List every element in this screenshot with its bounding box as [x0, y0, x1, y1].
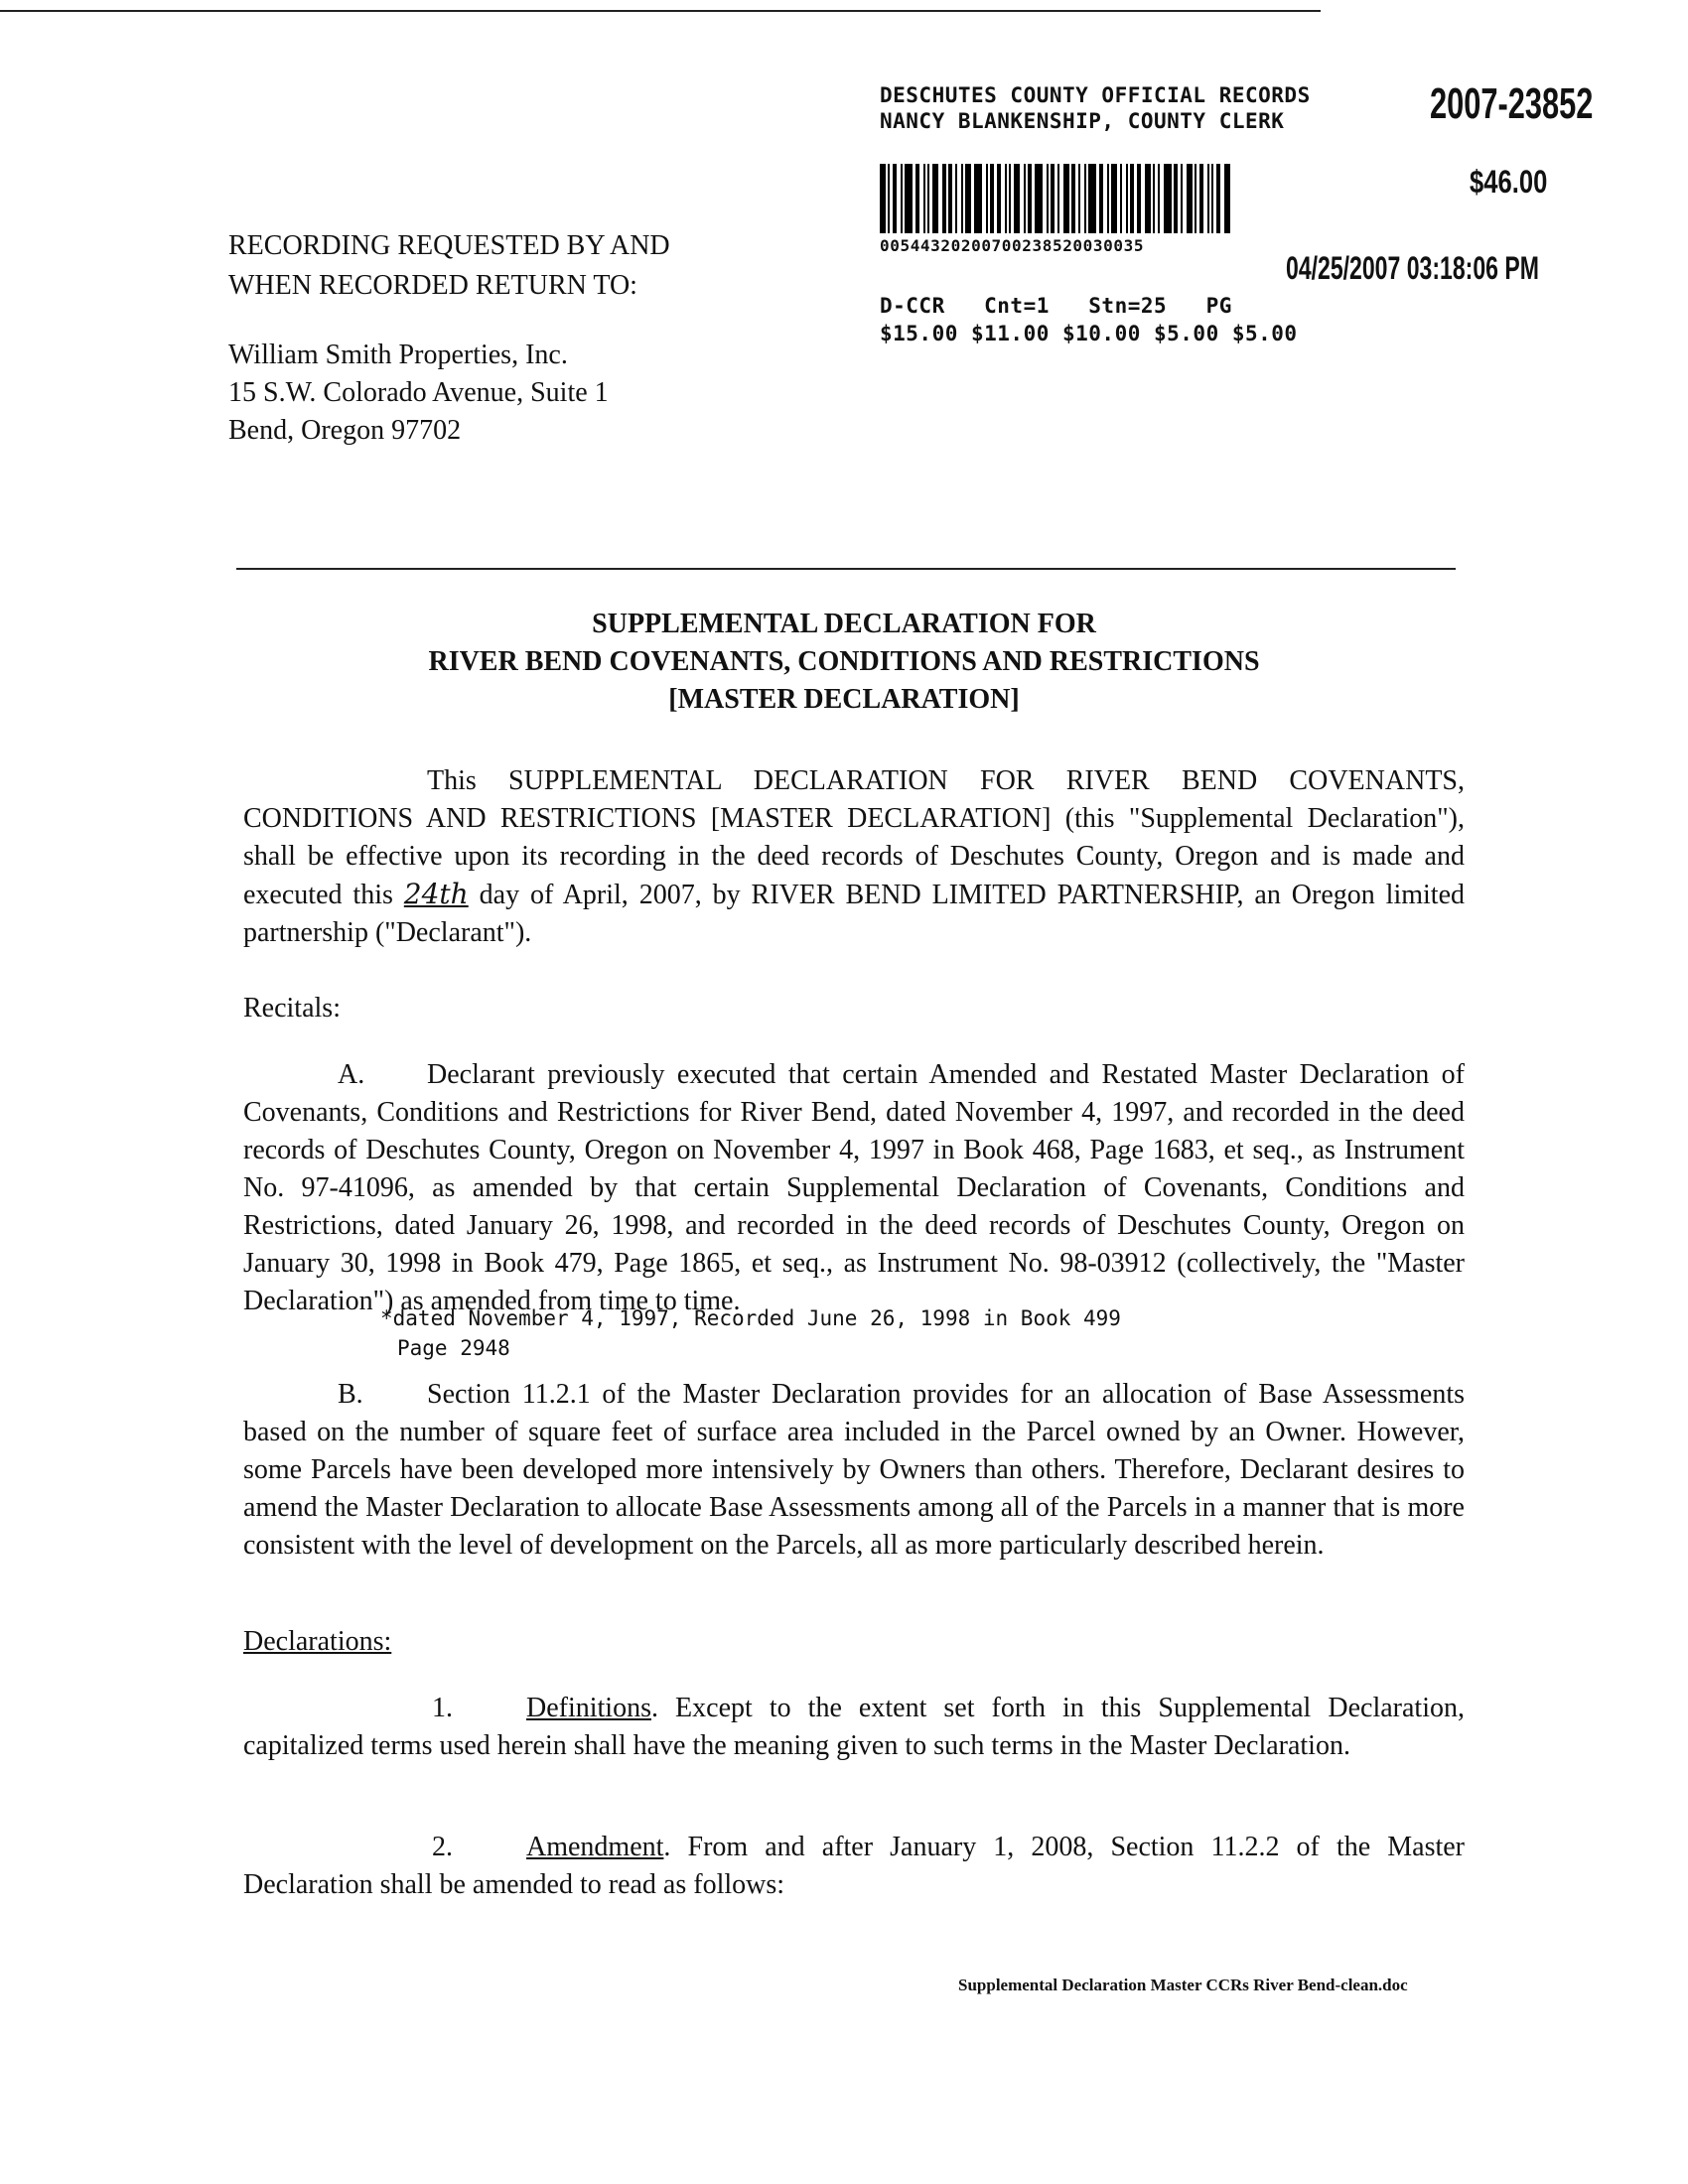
recital-a	[243, 1056, 1465, 1320]
barcode-bar	[1057, 164, 1059, 233]
barcode-bar	[1051, 164, 1055, 233]
barcode-bar	[1005, 164, 1007, 233]
barcode-bar	[1063, 164, 1069, 233]
barcode-digits: 00544320200700238520030035	[880, 236, 1145, 255]
title-line2: RIVER BEND COVENANTS, CONDITIONS AND RESTRICTIONS	[428, 646, 1260, 677]
barcode-bar	[1078, 164, 1080, 233]
stamp-codes-line: D-CCR Cnt=1 Stn=25 PG	[880, 294, 1232, 318]
barcode-bar	[990, 164, 994, 233]
barcode-bar	[1071, 164, 1075, 233]
barcode-bar	[1035, 164, 1043, 233]
return-name: William Smith Properties, Inc.	[228, 340, 568, 370]
barcode-bar	[942, 164, 946, 233]
barcode-bar	[1120, 164, 1122, 233]
barcode-bar	[1158, 164, 1160, 233]
barcode-bar	[1216, 164, 1220, 233]
barcode-bar	[932, 164, 938, 233]
document-number: 2007-23852	[1430, 79, 1594, 128]
recital-a-typed-correction-line2: Page 2948	[397, 1336, 510, 1360]
barcode-bar	[1084, 164, 1086, 233]
intro-text-before: This SUPPLEMENTAL DECLARATION FOR RIVER BEND COVENANTS, CONDITIONS AND RESTRICTIONS [MASTER DECLARATION] (this "Supplemental Declaration"), shall be effective upon its recording in the deed records of Deschutes County, Oregon and is made and executed this	[243, 765, 1465, 910]
barcode-bar	[1024, 164, 1026, 233]
recital-b	[243, 1376, 1465, 1565]
barcode-bar	[905, 164, 913, 233]
title-line3: [MASTER DECLARATION]	[668, 684, 1020, 715]
item-1-text: . Except to the extent set forth in this Supplemental Declaration, capitalized terms used herein shall have the meaning given to such terms in the Master Declaration.	[243, 1693, 1465, 1761]
barcode-bar	[948, 164, 952, 233]
barcode-bar	[880, 164, 886, 233]
barcode-bar	[1181, 164, 1183, 233]
footer-filename: Supplemental Declaration Master CCRs River Bend-clean.doc	[958, 1976, 1408, 1994]
intro-paragraph	[243, 762, 1465, 952]
barcode-bar	[1088, 164, 1096, 233]
return-heading-line1: RECORDING REQUESTED BY AND	[228, 230, 670, 261]
barcode-bar	[1207, 164, 1209, 233]
intro-text-after: day of April, 2007, by RIVER BEND LIMITED PARTNERSHIP, an Oregon limited partnership ("Declarant").	[243, 880, 1465, 948]
barcode-bar	[997, 164, 1001, 233]
total-fee: $46.00	[1470, 164, 1548, 200]
barcode-bar	[965, 164, 971, 233]
barcode-bar	[901, 164, 903, 233]
stamp-clerk-line: NANCY BLANKENSHIP, COUNTY CLERK	[880, 109, 1285, 133]
item-2-number: 2.	[432, 1832, 453, 1862]
intro-day-handwritten: 24th	[403, 878, 469, 910]
header-divider	[236, 568, 1456, 570]
barcode-bar	[1009, 164, 1011, 233]
title-line1: SUPPLEMENTAL DECLARATION FOR	[592, 609, 1096, 639]
declarations-heading: Declarations:	[243, 1626, 392, 1657]
barcode-bar	[1014, 164, 1020, 233]
barcode-bar	[1047, 164, 1049, 233]
declaration-item-1	[243, 1690, 1465, 1765]
barcode-bar	[893, 164, 897, 233]
item-2-text: . From and after January 1, 2008, Section 11.2.2 of the Master Declaration shall be amended to read as follows:	[243, 1832, 1465, 1900]
barcode-bar	[1028, 164, 1032, 233]
barcode-bar	[1153, 164, 1155, 233]
item-1-number: 1.	[432, 1693, 453, 1723]
barcode-bar	[1145, 164, 1151, 233]
recital-b-letter: B.	[338, 1379, 363, 1410]
recital-a-letter: A.	[338, 1059, 365, 1090]
barcode-image	[880, 164, 1376, 233]
barcode-bar	[1199, 164, 1203, 233]
return-street: 15 S.W. Colorado Avenue, Suite 1	[228, 377, 609, 408]
barcode-bar	[927, 164, 929, 233]
barcode-bar	[1224, 164, 1230, 233]
barcode-bar	[1099, 164, 1103, 233]
recitals-heading: Recitals:	[243, 993, 341, 1024]
return-city: Bend, Oregon 97702	[228, 415, 462, 446]
barcode-bar	[1130, 164, 1134, 233]
barcode-bar	[974, 164, 982, 233]
barcode-bar	[915, 164, 919, 233]
declaration-item-2	[243, 1829, 1465, 1904]
barcode-bar	[1137, 164, 1141, 233]
barcode-bar	[986, 164, 988, 233]
barcode-bar	[1107, 164, 1109, 233]
barcode-bar	[961, 164, 963, 233]
document-title	[238, 606, 1450, 719]
barcode-bar	[1174, 164, 1178, 233]
top-rule	[0, 10, 1321, 12]
stamp-fees-line: $15.00 $11.00 $10.00 $5.00 $5.00	[880, 322, 1298, 345]
stamp-office-line: DESCHUTES COUNTY OFFICIAL RECORDS	[880, 83, 1311, 107]
item-2-heading: Amendment	[526, 1832, 664, 1862]
return-heading-line2: WHEN RECORDED RETURN TO:	[228, 270, 637, 301]
barcode-bar	[888, 164, 890, 233]
barcode-bar	[1187, 164, 1193, 233]
recorded-datetime: 04/25/2007 03:18:06 PM	[1286, 250, 1539, 286]
barcode-bar	[1164, 164, 1172, 233]
recital-a-text: Declarant previously executed that certain Amended and Restated Master Declaration of Covenants, Conditions and Restrictions for River Bend, dated November 4, 1997, and recorded in the deed records of Deschutes County, Oregon on November 4, 1997 in Book 468, Page 1683, et seq., as Instrument No. 97-41096, as amended by that certain Supplemental Declaration of Covenants, Conditions and Restrictions, dated January 26, 1998, and recorded in the deed records of Deschutes County, Oregon on January 30, 1998 in Book 479, Page 1865, et seq., as Instrument No. 98-03912 (collectively, the "Master Declaration") as amended from time to time.	[243, 1059, 1465, 1316]
barcode-bar	[1195, 164, 1196, 233]
barcode-bar	[1111, 164, 1117, 233]
recital-b-text: Section 11.2.1 of the Master Declaration provides for an allocation of Base Assessments based on the number of square feet of surface area included in the Parcel owned by an Owner. However, some Parcels have been developed more intensively by Owners than others. Therefore, Declarant desires to amend the Master Declaration to allocate Base Assessments among all of the Parcels in a manner that is more consistent with the level of development on the Parcels, all as more particularly described herein.	[243, 1379, 1465, 1561]
barcode-bar	[923, 164, 925, 233]
recital-a-typed-correction-line1: *dated November 4, 1997, Recorded June 26, 1998 in Book 499	[380, 1306, 1121, 1330]
barcode-bar	[1211, 164, 1213, 233]
barcode-bar	[955, 164, 957, 233]
item-1-heading: Definitions	[526, 1693, 651, 1723]
barcode-bar	[1126, 164, 1128, 233]
